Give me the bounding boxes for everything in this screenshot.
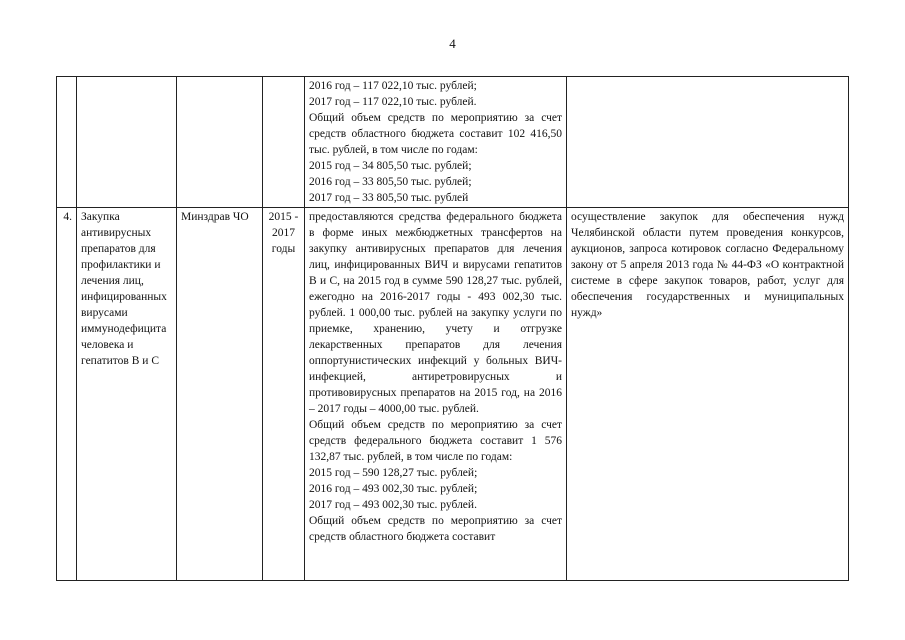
measure-name-cell <box>77 77 177 208</box>
table-row <box>57 208 849 581</box>
financing-line: 2015 год – 590 128,27 тыс. рублей; <box>309 467 478 479</box>
financing-line: 2015 год – 34 805,50 тыс. рублей; <box>309 160 472 172</box>
measure-name-cell: Закупка антивирусных препаратов для профилактики и лечения лиц, инфицированных вирусами иммунодефицита человека и гепатитов В и С <box>77 208 177 581</box>
financing-line: Общий объем средств по мероприятию за счет средств областного бюджета составит 102 416,50 тыс. рублей, в том числе по годам: <box>309 112 562 156</box>
financing-line: 2017 год – 493 002,30 тыс. рублей. <box>309 499 477 511</box>
financing-line: 2016 год – 493 002,30 тыс. рублей; <box>309 483 478 495</box>
financing-line: 2016 год – 117 022,10 тыс. рублей; <box>309 80 477 92</box>
term-cell <box>263 77 305 208</box>
financing-line: Общий объем средств по мероприятию за счет средств областного бюджета составит <box>309 515 562 543</box>
financing-line: 2017 год – 33 805,50 тыс. рублей <box>309 192 469 204</box>
table-row <box>57 77 849 208</box>
financing-cell <box>305 77 567 208</box>
financing-line: Общий объем средств по мероприятию за счет средств федерального бюджета составит 1 576 132,87 тыс. рублей, в том числе по годам: <box>309 419 562 463</box>
executor-cell <box>177 77 263 208</box>
executor-cell: Минздрав ЧО <box>177 208 263 581</box>
result-cell: осуществление закупок для обеспечения нужд Челябинской области путем проведения конкурсов, аукционов, запроса котировок согласно Федеральному закону от 5 апреля 2013 года № 44-ФЗ «О контрактной системе в сфере закупок товаров, работ, услуг для обеспечения государственных и муниципальных нужд» <box>567 208 849 581</box>
financing-line: 2016 год – 33 805,50 тыс. рублей; <box>309 176 472 188</box>
number-cell <box>57 77 77 208</box>
financing-cell <box>305 208 567 581</box>
number-cell: 4. <box>57 208 77 581</box>
measures-table <box>56 76 849 581</box>
page-number: 4 <box>449 36 456 51</box>
financing-line: предоставляются средства федерального бюджета в форме иных межбюджетных трансфертов на закупку антивирусных препаратов для лечения лиц, инфицированных ВИЧ и вирусами гепатитов В и С, на 2015 год в сумме 590 128,27 тыс. рублей, ежегодно на 2016-2017 годы - 493 002,30 тыс. рублей. 1 000,00 тыс. рублей на закупку услуги по приемке, хранению, учету и отгрузке лекарственных препаратов для лечения оппортунистических инфекций у больных ВИЧ-инфекцией, антиретровирусных и противовирусных препаратов на 2015 год, на 2016 – 2017 годы – 4000,00 тыс. рублей. <box>309 211 562 415</box>
term-cell: 2015 - 2017 годы <box>263 208 305 581</box>
result-cell <box>567 77 849 208</box>
financing-line: 2017 год – 117 022,10 тыс. рублей. <box>309 96 477 108</box>
